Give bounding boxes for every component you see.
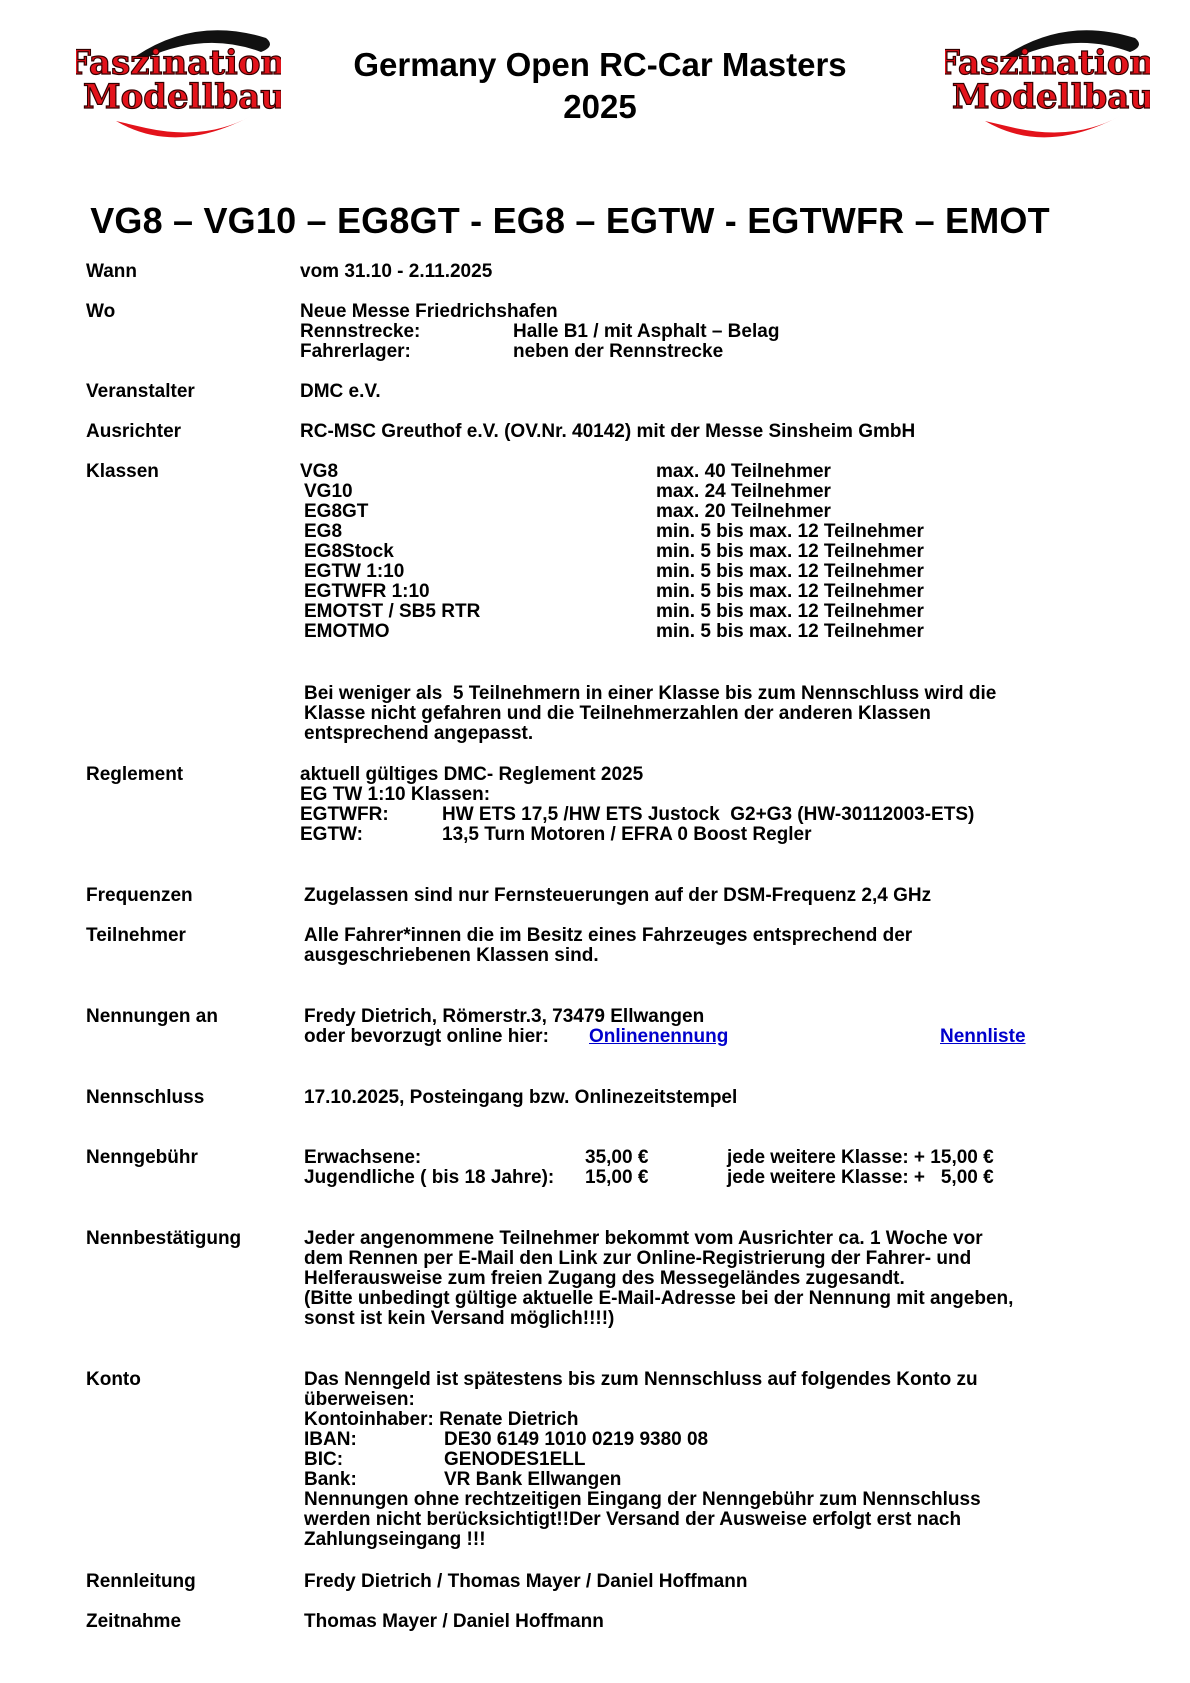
egtwfr-label: EGTWFR: — [300, 804, 389, 825]
class-item — [300, 602, 1100, 622]
confirmation-line: sonst ist kein Versand möglich!!!!) — [304, 1308, 615, 1329]
konto-line: überweisen: — [304, 1389, 415, 1410]
label-nennungen: Nennungen an — [86, 1006, 218, 1027]
note-line: Klasse nicht gefahren und die Teilnehmerzahlen der anderen Klassen — [304, 703, 931, 724]
konto-line: Das Nenngeld ist spätestens bis zum Nennschluss auf folgendes Konto zu — [304, 1369, 978, 1390]
konto-warning: werden nicht berücksichtigt!!Der Versand der Ausweise erfolgt erst nach — [304, 1509, 962, 1530]
class-name: VG8 — [300, 461, 339, 482]
confirmation-line: Jeder angenommene Teilnehmer bekommt vom Ausrichter ca. 1 Woche vor — [304, 1228, 983, 1249]
fee-row — [304, 1148, 1104, 1168]
class-limit: min. 5 bis max. 12 Teilnehmer — [656, 621, 924, 642]
note-line: entsprechend angepasst. — [304, 723, 534, 744]
logo-graphic — [76, 16, 281, 151]
reglement-line: EG TW 1:10 Klassen: — [300, 784, 491, 805]
class-name: EMOTMO — [304, 621, 390, 642]
nennliste-link[interactable]: Nennliste — [940, 1026, 1026, 1047]
egtwfr-value: HW ETS 17,5 /HW ETS Justock G2+G3 (HW-30112003-ETS) — [442, 804, 975, 825]
bank-label: Bank: — [304, 1469, 357, 1490]
venue: Neue Messe Friedrichshafen — [300, 301, 558, 322]
iban-value: DE30 6149 1010 0219 9380 08 — [444, 1429, 709, 1450]
konto-warning: Nennungen ohne rechtzeitigen Eingang der Nenngebühr zum Nennschluss — [304, 1489, 981, 1510]
paddock-label: Fahrerlager: — [300, 341, 411, 362]
bic-label: BIC: — [304, 1449, 344, 1470]
class-limit: max. 24 Teilnehmer — [656, 481, 831, 502]
logo-text-line1: Faszination — [76, 43, 281, 83]
label-frequenzen: Frequenzen — [86, 885, 193, 906]
value-wann: vom 31.10 - 2.11.2025 — [300, 261, 493, 282]
label-veranstalter: Veranstalter — [86, 381, 195, 402]
class-limit: min. 5 bis max. 12 Teilnehmer — [656, 581, 924, 602]
label-reglement: Reglement — [86, 764, 184, 785]
title-line1: Germany Open RC-Car Masters — [353, 46, 847, 83]
title-line2: 2025 — [563, 88, 637, 125]
class-item — [300, 522, 1100, 542]
label-wann: Wann — [86, 261, 138, 282]
faszination-modellbau-logo-right — [945, 16, 1150, 151]
class-name: EGTW 1:10 — [304, 561, 405, 582]
class-name: EG8GT — [304, 501, 369, 522]
class-limit: min. 5 bis max. 12 Teilnehmer — [656, 561, 924, 582]
entry-address: Fredy Dietrich, Römerstr.3, 73479 Ellwangen — [304, 1006, 705, 1027]
egtw-value: 13,5 Turn Motoren / EFRA 0 Boost Regler — [442, 824, 812, 845]
teilnehmer-line: ausgeschriebenen Klassen sind. — [304, 945, 599, 966]
label-zeitnahme: Zeitnahme — [86, 1611, 182, 1632]
classes-heading: VG8 – VG10 – EG8GT - EG8 – EGTW - EGTWFR – EMOT — [90, 200, 1050, 241]
class-item — [300, 502, 1100, 522]
class-name: EMOTST / SB5 RTR — [304, 601, 481, 622]
fee-extra: jede weitere Klasse: + 5,00 € — [727, 1167, 994, 1188]
label-nennbestaetigung: Nennbestätigung — [86, 1228, 242, 1249]
confirmation-line: Helferausweise zum freien Zugang des Messegeländes zugesandt. — [304, 1268, 905, 1289]
track-label: Rennstrecke: — [300, 321, 421, 342]
page-title — [300, 44, 900, 128]
bic-value: GENODES1ELL — [444, 1449, 586, 1470]
iban-label: IBAN: — [304, 1429, 357, 1450]
label-klassen: Klassen — [86, 461, 159, 482]
class-name: EGTWFR 1:10 — [304, 581, 430, 602]
fee-group: Erwachsene: — [304, 1147, 422, 1168]
value-zeitnahme: Thomas Mayer / Daniel Hoffmann — [304, 1611, 604, 1632]
confirmation-line: dem Rennen per E-Mail den Link zur Online-Registrierung der Fahrer- und — [304, 1248, 972, 1269]
label-wo: Wo — [86, 301, 116, 322]
egtw-label: EGTW: — [300, 824, 363, 845]
logo-text-line2: Modellbau — [82, 77, 281, 117]
fee-price: 15,00 € — [585, 1167, 649, 1188]
class-name: EG8Stock — [304, 541, 394, 562]
value-ausrichter: RC-MSC Greuthof e.V. (OV.Nr. 40142) mit der Messe Sinsheim GmbH — [300, 421, 916, 442]
online-text: oder bevorzugt online hier: — [304, 1026, 549, 1047]
class-limit: max. 20 Teilnehmer — [656, 501, 831, 522]
value-veranstalter: DMC e.V. — [300, 381, 381, 402]
label-nennschluss: Nennschluss — [86, 1087, 205, 1108]
class-item — [300, 562, 1100, 582]
note-line: Bei weniger als 5 Teilnehmern in einer Klasse bis zum Nennschluss wird die — [304, 683, 997, 704]
logo-text-line2: Modellbau — [951, 77, 1150, 117]
label-rennleitung: Rennleitung — [86, 1571, 196, 1592]
teilnehmer-line: Alle Fahrer*innen die im Besitz eines Fahrzeuges entsprechend der — [304, 925, 913, 946]
faszination-modellbau-logo-left — [76, 16, 281, 151]
value-rennleitung: Fredy Dietrich / Thomas Mayer / Daniel Hoffmann — [304, 1571, 748, 1592]
account-holder: Kontoinhaber: Renate Dietrich — [304, 1409, 579, 1430]
class-name: VG10 — [304, 481, 353, 502]
bank-value: VR Bank Ellwangen — [444, 1469, 622, 1490]
onlinenennung-link[interactable]: Onlinenennung — [589, 1026, 729, 1047]
reglement-line: aktuell gültiges DMC- Reglement 2025 — [300, 764, 644, 785]
fee-extra: jede weitere Klasse: + 15,00 € — [727, 1147, 994, 1168]
label-konto: Konto — [86, 1369, 141, 1390]
value-frequenzen: Zugelassen sind nur Fernsteuerungen auf der DSM-Frequenz 2,4 GHz — [304, 885, 932, 906]
fee-price: 35,00 € — [585, 1147, 649, 1168]
class-item — [300, 582, 1100, 602]
logo-text-line1: Faszination — [945, 43, 1150, 83]
class-list — [300, 462, 1100, 642]
class-limit: min. 5 bis max. 12 Teilnehmer — [656, 541, 924, 562]
class-limit: min. 5 bis max. 12 Teilnehmer — [656, 521, 924, 542]
label-ausrichter: Ausrichter — [86, 421, 182, 442]
class-item — [300, 542, 1100, 562]
class-item — [300, 462, 1100, 482]
label-nenngebuehr: Nenngebühr — [86, 1147, 198, 1168]
paddock-value: neben der Rennstrecke — [513, 341, 724, 362]
class-limit: min. 5 bis max. 12 Teilnehmer — [656, 601, 924, 622]
konto-warning: Zahlungseingang !!! — [304, 1529, 486, 1550]
class-name: EG8 — [304, 521, 343, 542]
track-value: Halle B1 / mit Asphalt – Belag — [513, 321, 780, 342]
confirmation-line: (Bitte unbedingt gültige aktuelle E-Mail-Adresse bei der Nennung mit angeben, — [304, 1288, 1014, 1309]
fee-group: Jugendliche ( bis 18 Jahre): — [304, 1167, 555, 1188]
class-item — [300, 622, 1100, 642]
logo-graphic — [945, 16, 1150, 151]
class-limit: max. 40 Teilnehmer — [656, 461, 831, 482]
class-item — [300, 482, 1100, 502]
fee-row — [304, 1168, 1104, 1188]
label-teilnehmer: Teilnehmer — [86, 925, 186, 946]
value-nennschluss: 17.10.2025, Posteingang bzw. Onlinezeitstempel — [304, 1087, 738, 1108]
